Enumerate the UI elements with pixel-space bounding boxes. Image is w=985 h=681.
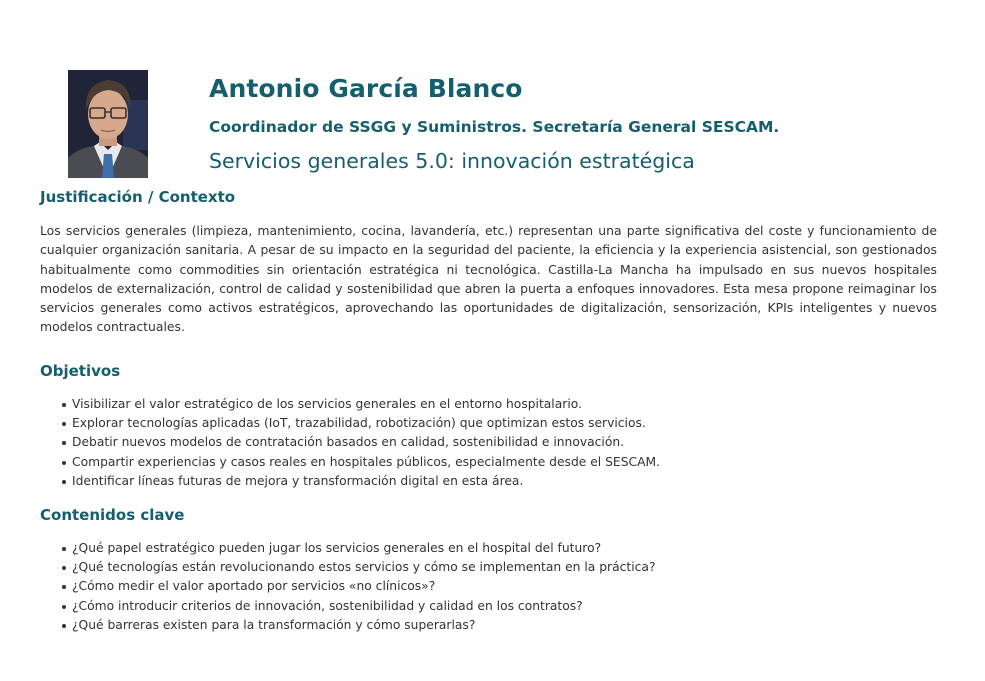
justificacion-heading: Justificación / Contexto <box>40 188 236 206</box>
list-item: ¿Cómo medir el valor aportado por servicios «no clínicos»? <box>40 577 655 596</box>
list-item: Compartir experiencias y casos reales en hospitales públicos, especialmente desde el SESCAM. <box>40 453 660 472</box>
speaker-role: Coordinador de SSGG y Suministros. Secretaría General SESCAM. <box>209 118 780 136</box>
objetivos-heading: Objetivos <box>40 362 121 380</box>
list-item: ¿Qué papel estratégico pueden jugar los servicios generales en el hospital del futuro? <box>40 539 655 558</box>
list-item: ¿Cómo introducir criterios de innovación, sostenibilidad y calidad en los contratos? <box>40 597 655 616</box>
list-item: Explorar tecnologías aplicadas (IoT, trazabilidad, robotización) que optimizan estos servicios. <box>40 414 660 433</box>
speaker-name: Antonio García Blanco <box>209 74 523 103</box>
list-item: Debatir nuevos modelos de contratación basados en calidad, sostenibilidad e innovación. <box>40 433 660 452</box>
list-item: ¿Qué barreras existen para la transformación y cómo superarlas? <box>40 616 655 635</box>
contenidos-heading: Contenidos clave <box>40 506 185 524</box>
contenidos-list <box>40 539 655 635</box>
justificacion-paragraph: Los servicios generales (limpieza, mantenimiento, cocina, lavandería, etc.) representan una parte significativa del coste y funcionamiento de cualquier organización sanitaria. A pesar de su impacto en la seguridad del paciente, la eficiencia y la experiencia asistencial, son gestionados habitualmente como commodities sin orientación estratégica ni tecnológica. Castilla-La Mancha ha impulsado en sus nuevos hospitales modelos de externalización, control de calidad y sostenibilidad que abren la puerta a enfoques innovadores. Esta mesa propone reimaginar los servicios generales como activos estratégicos, aprovechando las oportunidades de digitalización, sensorización, KPIs inteligentes y nuevos modelos contractuales. <box>40 223 937 335</box>
speaker-photo <box>68 70 148 178</box>
list-item: ¿Qué tecnologías están revolucionando estos servicios y cómo se implementan en la práctica? <box>40 558 655 577</box>
talk-title: Servicios generales 5.0: innovación estratégica <box>209 149 695 173</box>
list-item: Identificar líneas futuras de mejora y transformación digital en esta área. <box>40 472 660 491</box>
objetivos-list <box>40 395 660 491</box>
list-item: Visibilizar el valor estratégico de los servicios generales en el entorno hospitalario. <box>40 395 660 414</box>
